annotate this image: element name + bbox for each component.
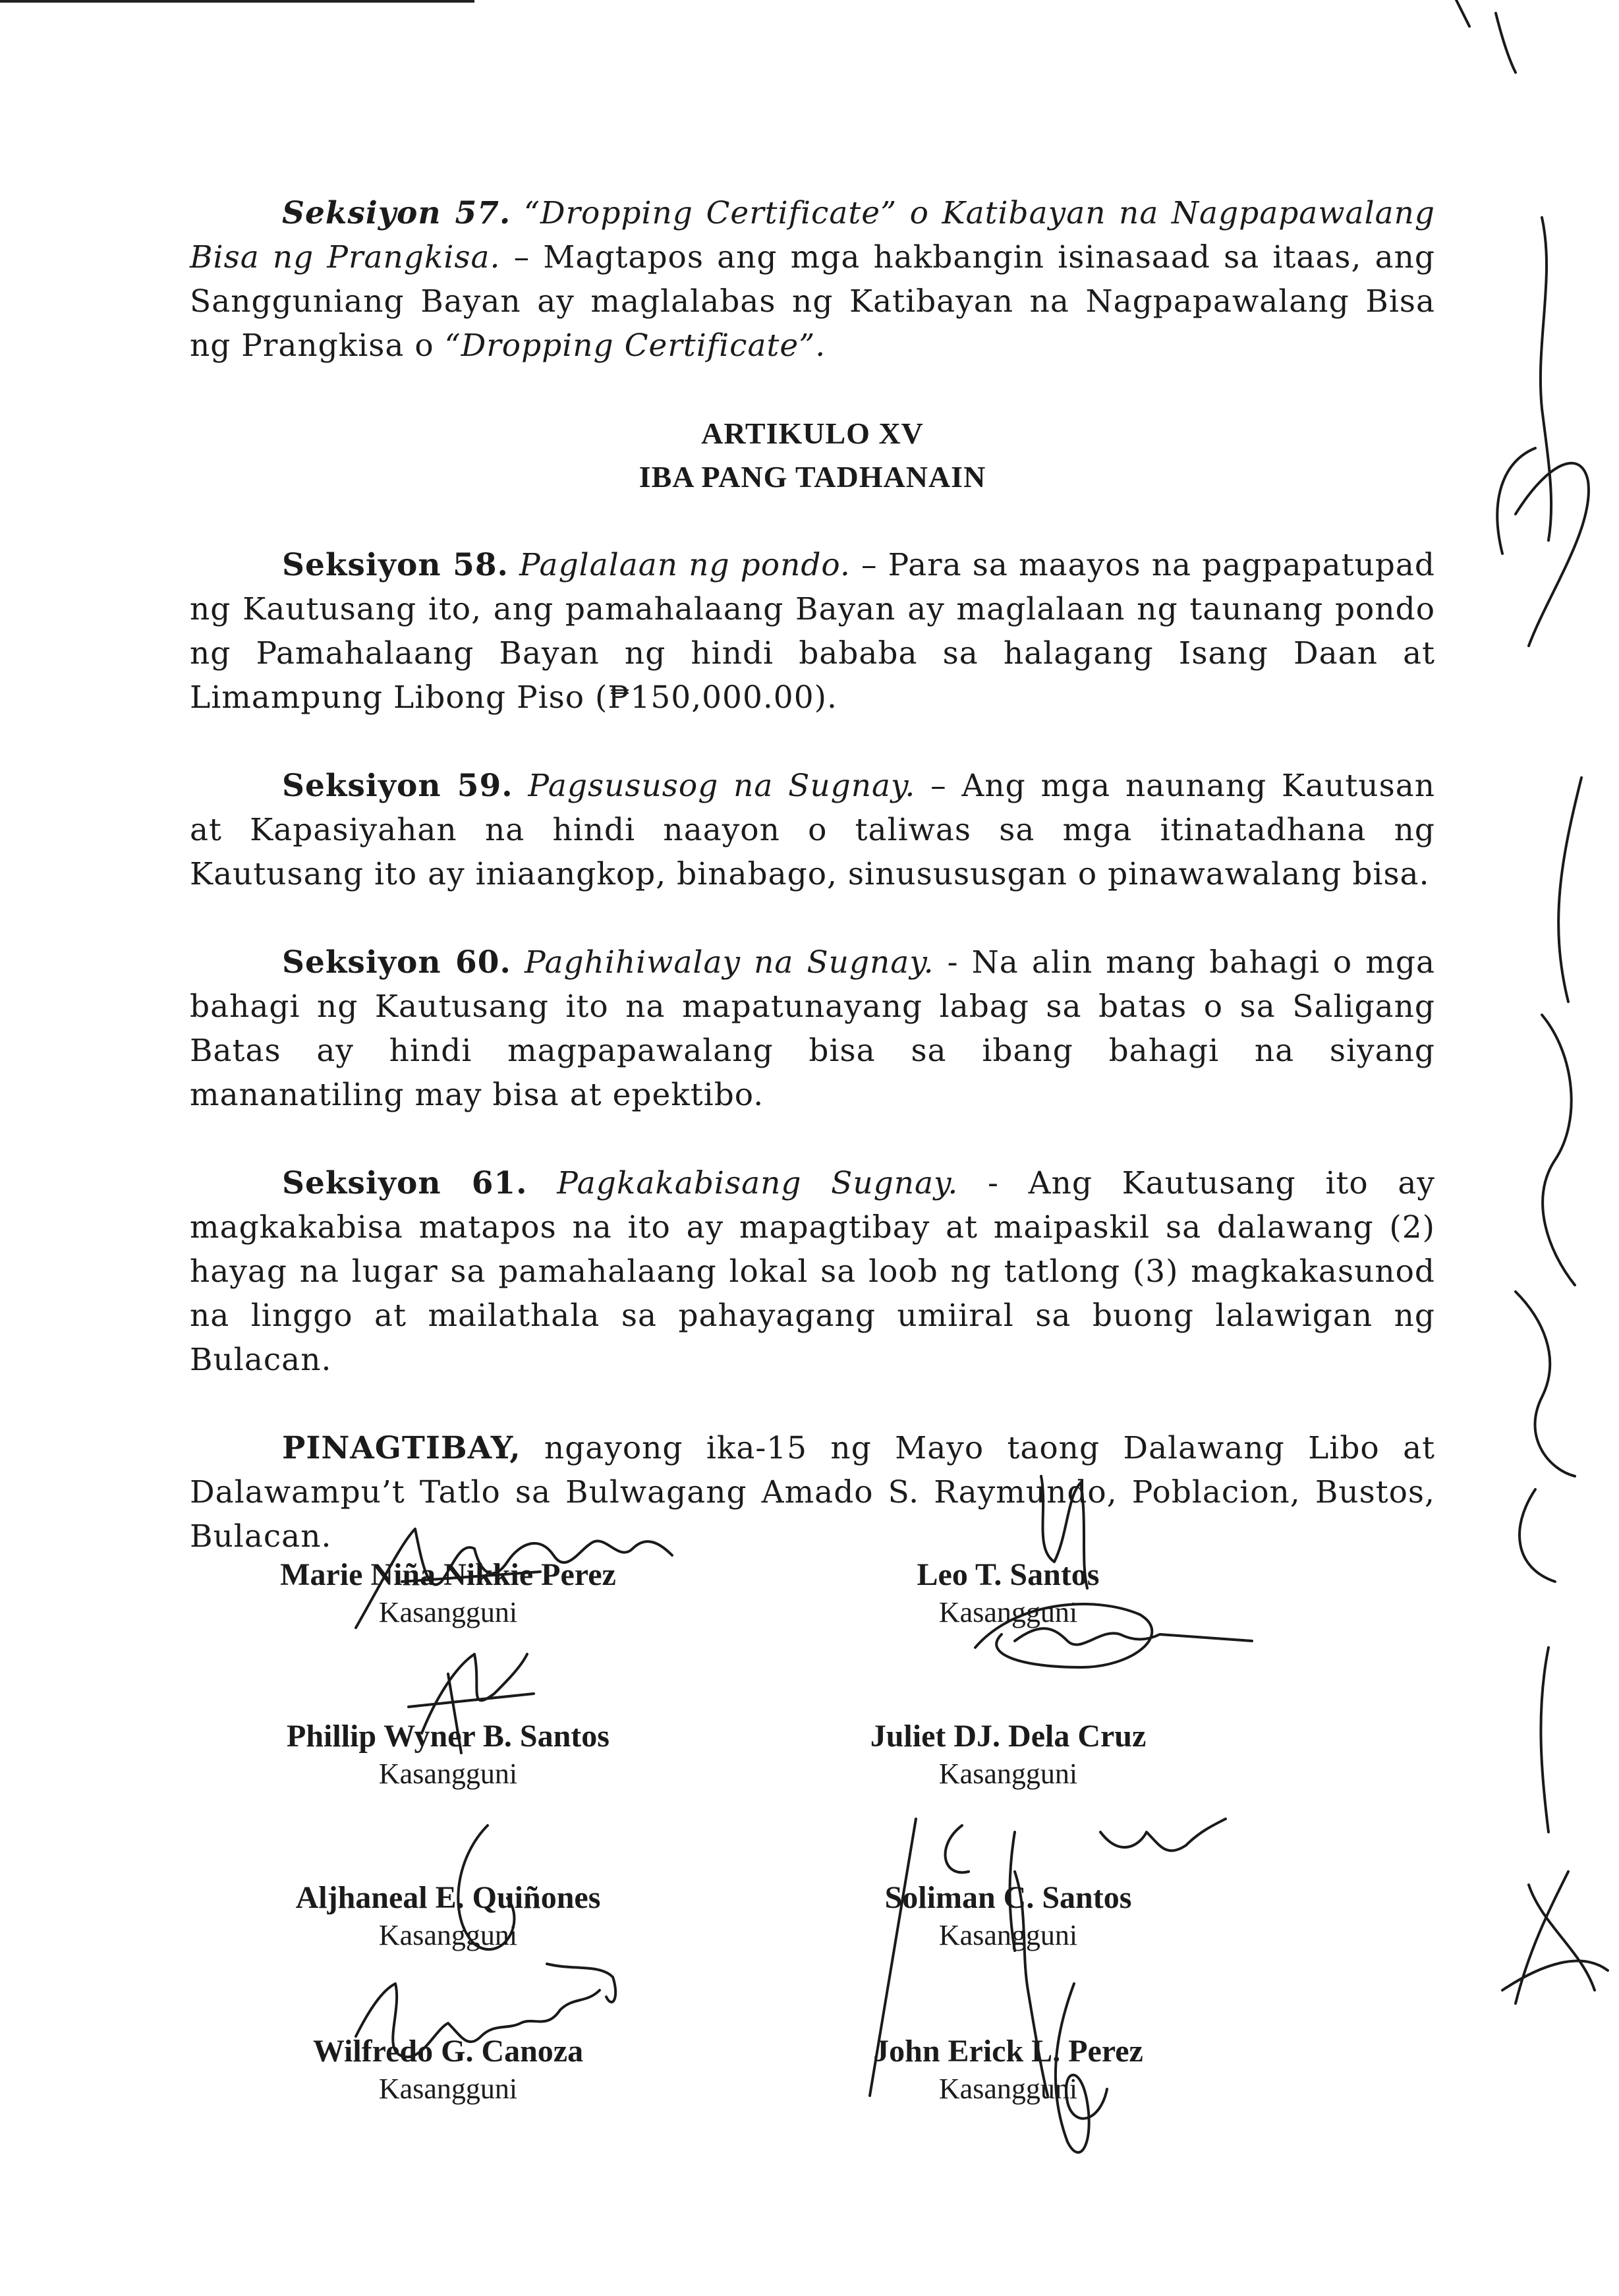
approval-label: PINAGTIBAY,	[282, 1430, 521, 1466]
signatory-name: Aljhaneal E. Quiñones	[295, 1880, 601, 1915]
signatory-name: Leo T. Santos	[917, 1557, 1100, 1592]
section-59-label: Seksiyon 59.	[282, 768, 513, 804]
section-60	[190, 940, 1435, 1117]
top-border-line	[0, 0, 474, 3]
signature-mark-3	[382, 1634, 554, 1766]
section-61	[190, 1161, 1435, 1382]
section-59	[190, 764, 1435, 896]
document-body	[190, 191, 1435, 1559]
signatory-title: Kasangguni	[378, 2073, 518, 2105]
signatory-title: Kasangguni	[938, 2073, 1078, 2105]
signatory-title: Kasangguni	[378, 1919, 518, 1951]
signatory-name: Soliman C. Santos	[884, 1880, 1132, 1915]
signatory-name: Phillip Wyner B. Santos	[287, 1719, 610, 1754]
section-61-label: Seksiyon 61.	[282, 1165, 528, 1201]
section-59-body: – Ang mga naunang Kautusan at Kapasiyahan na hindi naayon o taliwas sa mga itinatadhana ng Kautusang ito ay iniaangkop, binabago, sinusususgan o pinawawalang bisa.	[190, 768, 1435, 892]
signature-mark-7	[1008, 1970, 1140, 2181]
section-58-body: – Para sa maayos na pagpapatupad ng Kautusang ito, ang pamahalaang Bayan ay maglalaan ng taunang pondo ng Pamahalaang Bayan ng hindi bababa sa halagang Isang Daan at Limampung Libong Piso (₱150,000.00).	[190, 547, 1435, 716]
signature-mark-1	[343, 1503, 712, 1648]
signatory-title: Kasangguni	[938, 1919, 1078, 1951]
section-57	[190, 191, 1435, 368]
article-number: ARTIKULO XV	[701, 416, 924, 450]
signatory-name: Marie Niña Nikkie Perez	[280, 1557, 616, 1592]
signatory-name: John Erick L. Perez	[873, 2034, 1143, 2069]
signatory-title: Kasangguni	[938, 1758, 1078, 1790]
approval-body: ngayong ika-15 ng Mayo taong Dalawang Libo at Dalawampu’t Tatlo sa Bulwagang Amado S. Raymundo, Poblacion, Bustos, Bulacan.	[190, 1430, 1435, 1555]
section-58-title: Paglalaan ng pondo.	[519, 547, 851, 583]
section-61-title: Pagkakabisang Sugnay.	[557, 1165, 959, 1201]
article-name: IBA PANG TADHANAIN	[639, 460, 986, 494]
signatory-name: Juliet DJ. Dela Cruz	[870, 1719, 1147, 1754]
section-58	[190, 543, 1435, 720]
signatory-title: Kasangguni	[378, 1596, 518, 1628]
section-57-body: – Magtapos ang mga hakbangin isinasaad sa itaas, ang Sangguniang Bayan ay maglalabas ng Katibayan na Nagpapawalang Bisa ng Prangkisa o	[190, 239, 1435, 364]
section-59-title: Pagsususog na Sugnay.	[528, 768, 916, 804]
margin-initials	[1450, 0, 1619, 2043]
section-57-title: “Dropping Certificate” o Katibayan na Nagpapawalang Bisa ng Prangkisa.	[190, 195, 1435, 275]
section-60-body: - Na alin mang bahagi o mga bahagi ng Kautusang ito na mapatunayang labag sa batas o sa Saligang Batas ay hindi magpapawalang bisa sa ibang bahagi na siyang mananatiling may bisa at epektibo.	[190, 944, 1435, 1113]
section-61-body: - Ang Kautusang ito ay magkakabisa matapos na ito ay mapagtibay at maipaskil sa dalawang (2) hayag na lugar sa pamahalaang lokal sa loob ng tatlong (3) magkakasunod na linggo at mailathala sa pahayagang umiiral sa buong lalawigan ng Bulacan.	[190, 1165, 1435, 1378]
section-57-body-italic: “Dropping Certificate”.	[444, 328, 826, 364]
section-57-label: Seksiyon 57.	[282, 195, 511, 231]
section-60-title: Paghihiwalay na Sugnay.	[524, 944, 934, 981]
signature-mark-6	[329, 1957, 626, 2089]
section-58-label: Seksiyon 58.	[282, 547, 509, 583]
signatory-title: Kasangguni	[378, 1758, 518, 1790]
signatory-title: Kasangguni	[938, 1596, 1078, 1628]
signatory-name: Wilfredo G. Canoza	[312, 2034, 584, 2069]
section-60-label: Seksiyon 60.	[282, 944, 511, 981]
signature-mark-2	[923, 1456, 1265, 1707]
